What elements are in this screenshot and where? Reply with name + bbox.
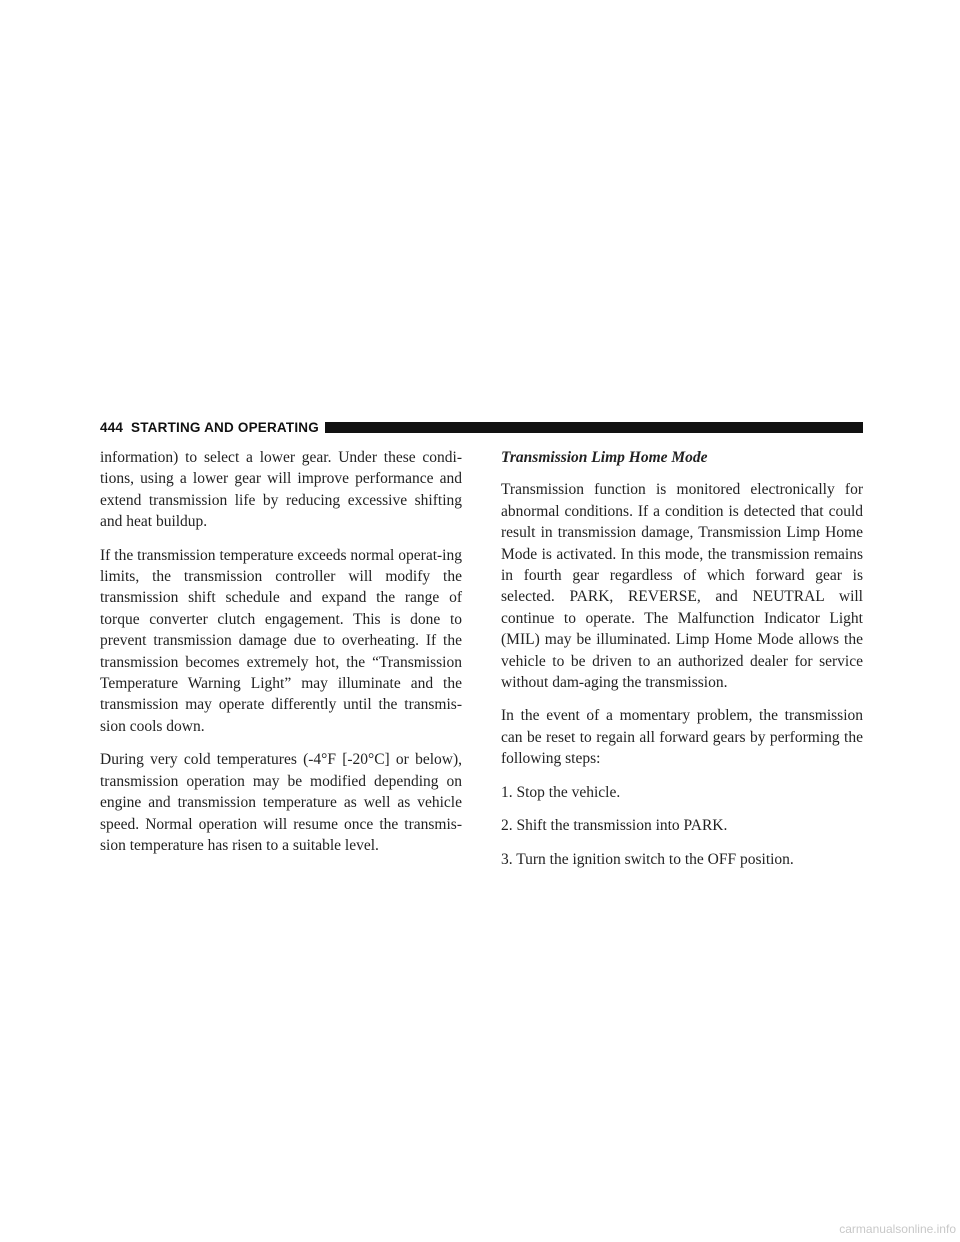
body-paragraph: During very cold temperatures (-4°F [-20°C] or below), transmission operation may be modified depending on engine and transmission temperature as well as vehicle speed. Normal operation will resume once the transmis-sion temperature has risen to a suitable level. (100, 751, 462, 854)
section-title: STARTING AND OPERATING (131, 419, 319, 435)
step-item: 1. Stop the vehicle. (501, 783, 621, 801)
section-heading: Transmission Limp Home Mode (501, 449, 708, 466)
body-paragraph: In the event of a momentary problem, the transmission can be reset to regain all forward gears by performing the following steps: (501, 707, 863, 768)
left-column (100, 447, 462, 868)
page-number: 444 (100, 419, 124, 435)
watermark: carmanualsonline.info (839, 1222, 956, 1236)
body-paragraph: information) to select a lower gear. Under these condi-tions, using a lower gear will improve performance and extend transmission life by reducing excessive shifting and heat buildup. (100, 449, 462, 531)
body-paragraph: Transmission function is monitored electronically for abnormal conditions. If a condition is detected that could result in transmission damage, Transmission Limp Home Mode is activated. In this mode, the transmission remains in fourth gear regardless of which forward gear is selected. PARK, REVERSE, and NEUTRAL will continue to operate. The Malfunction Indicator Light (MIL) may be illuminated. Limp Home Mode allows the vehicle to be driven to an authorized dealer for service without dam-aging the transmission. (501, 481, 863, 692)
body-paragraph: If the transmission temperature exceeds normal operat-ing limits, the transmission controller will modify the transmission shift schedule and expand the range of torque converter clutch engagement. This is done to prevent transmission damage due to overheating. If the transmission becomes extremely hot, the “Transmission Temperature Warning Light” may illuminate and the transmission may operate differently until the transmis-sion cools down. (100, 546, 462, 735)
right-column (501, 447, 863, 882)
header-rule (325, 422, 863, 433)
page-header (100, 420, 863, 434)
step-item: 2. Shift the transmission into PARK. (501, 817, 728, 835)
header-label (100, 420, 325, 435)
step-item: 3. Turn the ignition switch to the OFF position. (501, 850, 794, 868)
